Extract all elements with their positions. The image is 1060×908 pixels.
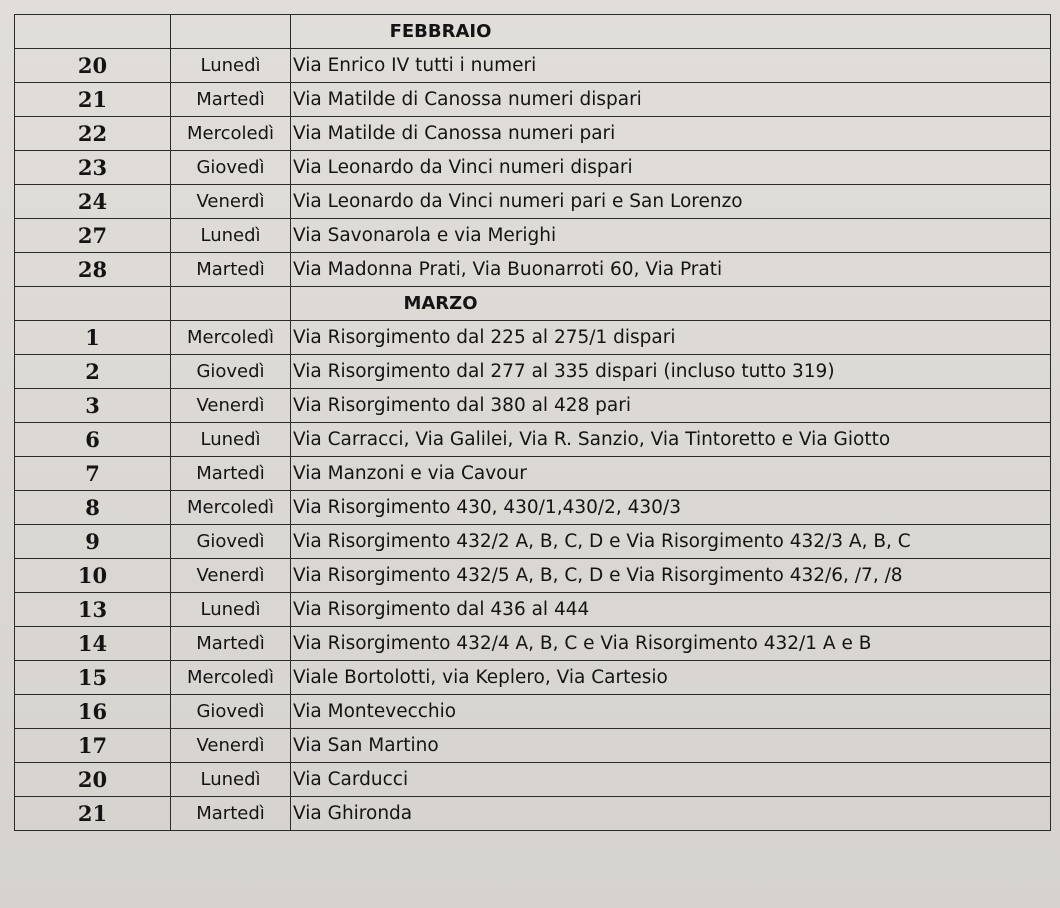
empty-cell	[15, 15, 171, 49]
empty-cell	[171, 287, 291, 321]
table-row	[15, 627, 1051, 661]
street-list: Via Ghironda	[291, 797, 1051, 831]
table-row	[15, 389, 1051, 423]
weekday-name: Venerdì	[171, 729, 291, 763]
table-row	[15, 525, 1051, 559]
table-row	[15, 423, 1051, 457]
table-row	[15, 797, 1051, 831]
weekday-name: Martedì	[171, 253, 291, 287]
day-number: 8	[15, 491, 171, 525]
weekday-name: Mercoledì	[171, 321, 291, 355]
month-header-row	[15, 287, 1051, 321]
day-number: 13	[15, 593, 171, 627]
table-row	[15, 83, 1051, 117]
day-number: 2	[15, 355, 171, 389]
day-number: 20	[15, 763, 171, 797]
street-list: Via Risorgimento 430, 430/1,430/2, 430/3	[291, 491, 1051, 525]
weekday-name: Lunedì	[171, 593, 291, 627]
weekday-name: Giovedì	[171, 355, 291, 389]
table-row	[15, 355, 1051, 389]
weekday-name: Martedì	[171, 83, 291, 117]
day-number: 9	[15, 525, 171, 559]
weekday-name: Lunedì	[171, 49, 291, 83]
street-list: Via Risorgimento 432/2 A, B, C, D e Via Risorgimento 432/3 A, B, C	[291, 525, 1051, 559]
street-list: Via Risorgimento dal 380 al 428 pari	[291, 389, 1051, 423]
schedule-body	[15, 15, 1051, 831]
street-list: Via Matilde di Canossa numeri pari	[291, 117, 1051, 151]
street-list: Via Enrico IV tutti i numeri	[291, 49, 1051, 83]
day-number: 1	[15, 321, 171, 355]
street-list: Via Leonardo da Vinci numeri dispari	[291, 151, 1051, 185]
weekday-name: Venerdì	[171, 185, 291, 219]
month-name: FEBBRAIO	[291, 15, 1051, 49]
weekday-name: Giovedì	[171, 525, 291, 559]
table-row	[15, 763, 1051, 797]
weekday-name: Lunedì	[171, 763, 291, 797]
weekday-name: Mercoledì	[171, 491, 291, 525]
day-number: 21	[15, 83, 171, 117]
street-list: Via Risorgimento 432/5 A, B, C, D e Via Risorgimento 432/6, /7, /8	[291, 559, 1051, 593]
street-list: Via Carracci, Via Galilei, Via R. Sanzio, Via Tintoretto e Via Giotto	[291, 423, 1051, 457]
table-row	[15, 559, 1051, 593]
table-row	[15, 457, 1051, 491]
day-number: 6	[15, 423, 171, 457]
day-number: 28	[15, 253, 171, 287]
day-number: 27	[15, 219, 171, 253]
table-row	[15, 729, 1051, 763]
street-list: Via Montevecchio	[291, 695, 1051, 729]
street-list: Via Risorgimento dal 225 al 275/1 dispari	[291, 321, 1051, 355]
table-row	[15, 49, 1051, 83]
street-list: Via San Martino	[291, 729, 1051, 763]
weekday-name: Venerdì	[171, 559, 291, 593]
table-row	[15, 219, 1051, 253]
day-number: 7	[15, 457, 171, 491]
day-number: 17	[15, 729, 171, 763]
street-list: Via Carducci	[291, 763, 1051, 797]
day-number: 14	[15, 627, 171, 661]
day-number: 24	[15, 185, 171, 219]
month-name: MARZO	[291, 287, 1051, 321]
street-list: Via Risorgimento dal 436 al 444	[291, 593, 1051, 627]
street-list: Via Manzoni e via Cavour	[291, 457, 1051, 491]
table-row	[15, 253, 1051, 287]
day-number: 20	[15, 49, 171, 83]
day-number: 15	[15, 661, 171, 695]
day-number: 3	[15, 389, 171, 423]
weekday-name: Mercoledì	[171, 117, 291, 151]
weekday-name: Lunedì	[171, 219, 291, 253]
table-row	[15, 695, 1051, 729]
table-row	[15, 151, 1051, 185]
street-list: Via Madonna Prati, Via Buonarroti 60, Via Prati	[291, 253, 1051, 287]
table-row	[15, 117, 1051, 151]
day-number: 16	[15, 695, 171, 729]
weekday-name: Martedì	[171, 457, 291, 491]
day-number: 21	[15, 797, 171, 831]
weekday-name: Venerdì	[171, 389, 291, 423]
day-number: 10	[15, 559, 171, 593]
street-list: Via Matilde di Canossa numeri dispari	[291, 83, 1051, 117]
table-row	[15, 185, 1051, 219]
table-row	[15, 593, 1051, 627]
street-list: Via Leonardo da Vinci numeri pari e San Lorenzo	[291, 185, 1051, 219]
weekday-name: Martedì	[171, 797, 291, 831]
day-number: 22	[15, 117, 171, 151]
weekday-name: Martedì	[171, 627, 291, 661]
empty-cell	[15, 287, 171, 321]
table-row	[15, 661, 1051, 695]
weekday-name: Giovedì	[171, 151, 291, 185]
street-list: Viale Bortolotti, via Keplero, Via Cartesio	[291, 661, 1051, 695]
empty-cell	[171, 15, 291, 49]
table-row	[15, 321, 1051, 355]
table-row	[15, 491, 1051, 525]
weekday-name: Mercoledì	[171, 661, 291, 695]
month-header-row	[15, 15, 1051, 49]
street-list: Via Savonarola e via Merighi	[291, 219, 1051, 253]
weekday-name: Lunedì	[171, 423, 291, 457]
street-list: Via Risorgimento 432/4 A, B, C e Via Risorgimento 432/1 A e B	[291, 627, 1051, 661]
day-number: 23	[15, 151, 171, 185]
blessing-schedule-table	[14, 14, 1051, 831]
weekday-name: Giovedì	[171, 695, 291, 729]
street-list: Via Risorgimento dal 277 al 335 dispari (incluso tutto 319)	[291, 355, 1051, 389]
